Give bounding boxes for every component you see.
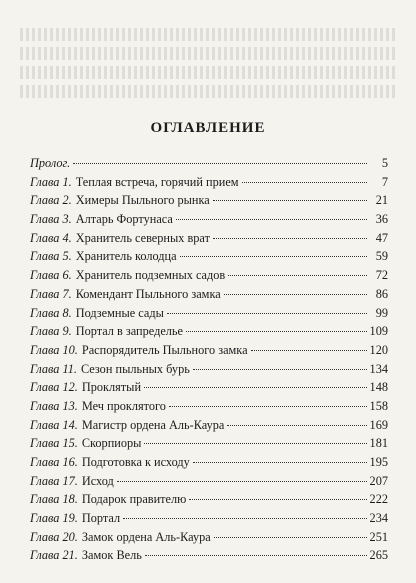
toc-entry [30,548,388,567]
chapter-title: Портал в запределье [75,324,183,339]
dot-leader [176,219,367,220]
chapter-number: Глава 11. [30,361,77,376]
chapter-number: Пролог. [30,156,71,170]
page-number: 134 [369,361,388,376]
dot-leader [144,443,366,444]
dot-leader [169,406,367,407]
toc-entry [30,156,388,175]
chapter-number: Глава 2. [30,193,72,208]
page-number: 158 [369,398,388,413]
page-number: 207 [369,473,388,488]
page-number: 47 [375,230,388,245]
page-number: 181 [369,436,388,451]
toc-entry [30,530,388,549]
chapter-number: Глава 17. [30,473,78,488]
chapter-number: Глава 20. [30,529,78,544]
toc-entry [30,175,388,194]
chapter-number: Глава 3. [30,212,72,227]
chapter-title: Алтарь Фортунаса [75,212,173,227]
toc-entry [30,268,388,287]
chapter-title: Хранитель подземных садов [75,268,226,283]
toc-entry [30,249,388,268]
toc-entry [30,212,388,231]
dot-leader [242,182,367,183]
chapter-title: Магистр ордена Аль-Каура [81,417,225,432]
chapter-number: Глава 16. [30,455,78,469]
chapter-title: Подарок правителю [81,492,187,507]
chapter-title: Хранитель северных врат [75,230,210,245]
toc-entry [30,455,388,474]
chapter-title: Распорядитель Пыльного замка [81,342,248,357]
chapter-title: Комендант Пыльного замка [75,286,221,301]
dot-leader [251,350,367,351]
chapter-title: Проклятый [81,380,142,395]
dot-leader [167,313,367,314]
toc-entry [30,287,388,306]
chapter-title: Подземные сады [75,305,164,320]
dot-leader [193,462,367,463]
page-number: 265 [369,548,388,563]
page-number: 86 [375,286,388,301]
dot-leader [144,387,367,388]
dot-leader [186,331,367,332]
dot-leader [213,238,367,239]
chapter-number: Глава 14. [30,417,78,432]
page-number: 109 [369,324,388,339]
page-number: 99 [375,305,388,320]
show-through-text [20,22,396,112]
page-number: 7 [381,174,388,189]
chapter-title: Скорпиоры [81,436,142,451]
toc-entry [30,511,388,530]
dot-leader [180,256,367,257]
chapter-number: Глава 8. [30,305,72,320]
chapter-title: Теплая встреча, горячий прием [75,174,239,189]
page-number: 21 [375,193,388,208]
chapter-title: Сезон пыльных бурь [80,361,190,376]
chapter-title: Подготовка к исходу [81,455,190,469]
dot-leader [189,499,366,500]
chapter-number: Глава 15. [30,436,78,451]
page-number: 148 [369,380,388,395]
chapter-number: Глава 6. [30,268,72,283]
chapter-number: Глава 4. [30,230,72,245]
toc-entry [30,193,388,212]
chapter-title: Портал [81,511,121,526]
dot-leader [227,425,366,426]
page-number: 169 [369,417,388,432]
chapter-number: Глава 13. [30,398,78,413]
page-number: 251 [369,529,388,544]
toc-entry [30,474,388,493]
page-number: 120 [369,342,388,357]
page-number: 36 [375,212,388,227]
page-title: ОГЛАВЛЕНИЕ [150,120,266,136]
toc-entry [30,324,388,343]
chapter-number: Глава 19. [30,511,78,526]
chapter-title: Исход [81,473,114,488]
toc-entry [30,231,388,250]
toc-entry [30,418,388,437]
dot-leader [73,163,367,164]
toc-entry [30,380,388,399]
chapter-title: Хранитель колодца [75,249,177,264]
chapter-number: Глава 7. [30,286,72,301]
dot-leader [228,275,367,276]
chapter-title: Замок ордена Аль-Каура [81,529,211,544]
chapter-number: Глава 10. [30,342,78,357]
toc-entry [30,362,388,381]
toc-entry [30,399,388,418]
dot-leader [193,369,367,370]
chapter-title: Меч проклятого [81,398,166,413]
page-number: 222 [369,492,388,507]
chapter-number: Глава 12. [30,380,78,395]
chapter-title: Замок Вель [81,548,142,563]
page-number: 195 [369,455,388,469]
toc-entry [30,343,388,362]
dot-leader [117,481,367,482]
table-of-contents [30,156,388,567]
page-number: 72 [375,268,388,283]
dot-leader [213,200,367,201]
page-number: 59 [375,249,388,264]
chapter-number: Глава 9. [30,324,72,339]
page-number: 5 [381,156,388,170]
dot-leader [224,294,367,295]
dot-leader [214,537,367,538]
chapter-number: Глава 18. [30,492,78,507]
page-number: 234 [369,511,388,526]
toc-entry [30,306,388,325]
chapter-number: Глава 5. [30,249,72,264]
chapter-number: Глава 21. [30,548,78,563]
chapter-title: Химеры Пыльного рынка [75,193,210,208]
toc-entry [30,436,388,455]
dot-leader [145,555,367,556]
chapter-number: Глава 1. [30,174,72,189]
toc-entry [30,492,388,511]
dot-leader [123,518,366,519]
